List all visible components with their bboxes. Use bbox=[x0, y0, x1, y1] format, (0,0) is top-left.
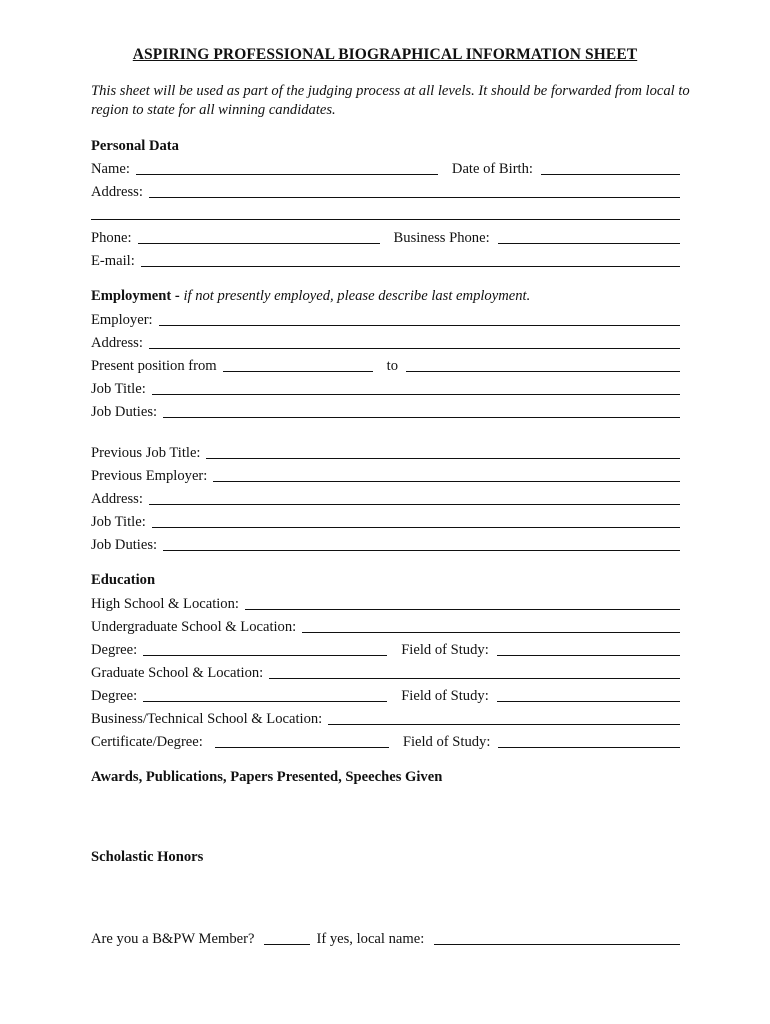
business-phone-field[interactable] bbox=[498, 243, 680, 244]
name-field[interactable] bbox=[136, 174, 438, 175]
previous-job-duties-field[interactable] bbox=[163, 550, 680, 551]
degree-2-field[interactable] bbox=[143, 701, 387, 702]
certificate-label: Certificate/Degree: bbox=[91, 734, 203, 750]
degree-2-label: Degree: bbox=[91, 688, 138, 704]
business-phone-label: Business Phone: bbox=[393, 230, 490, 246]
personal-data-heading: Personal Data bbox=[91, 138, 179, 154]
previous-job-title-row bbox=[91, 442, 680, 462]
dob-label: Date of Birth: bbox=[451, 161, 533, 177]
previous-employer-label: Previous Employer: bbox=[91, 468, 208, 484]
previous-address-label: Address: bbox=[91, 491, 143, 507]
intro-text: This sheet will be used as part of the judging process at all levels. It should be forwarded from local to region to state for all winning candidates. bbox=[91, 83, 690, 118]
name-label: Name: bbox=[91, 161, 130, 177]
previous-address-field[interactable] bbox=[149, 504, 680, 505]
certificate-field[interactable] bbox=[215, 747, 389, 748]
local-name-field[interactable] bbox=[434, 944, 680, 945]
degree-1-row bbox=[91, 639, 680, 659]
employer-address-field[interactable] bbox=[149, 348, 680, 349]
employer-label: Employer: bbox=[91, 312, 153, 328]
degree-1-label: Degree: bbox=[91, 642, 138, 658]
previous-job-title-label: Previous Job Title: bbox=[91, 445, 201, 461]
previous-address-row bbox=[91, 488, 680, 508]
graduate-row bbox=[91, 662, 680, 682]
previous-job-title-2-label: Job Title: bbox=[91, 514, 146, 530]
membership-question: Are you a B&PW Member? bbox=[91, 931, 255, 947]
previous-job-duties-row bbox=[91, 534, 680, 554]
present-position-row bbox=[91, 355, 680, 375]
undergrad-row bbox=[91, 616, 680, 636]
business-tech-row bbox=[91, 708, 680, 728]
previous-employer-row bbox=[91, 465, 680, 485]
email-field[interactable] bbox=[141, 266, 680, 267]
certificate-row bbox=[91, 731, 680, 751]
graduate-field[interactable] bbox=[269, 678, 680, 679]
present-position-label: Present position from bbox=[91, 358, 217, 374]
job-duties-field[interactable] bbox=[163, 417, 680, 418]
employment-heading-label: Employment - bbox=[91, 288, 180, 304]
awards-heading: Awards, Publications, Papers Presented, Speeches Given bbox=[91, 769, 443, 785]
education-heading: Education bbox=[91, 572, 156, 588]
field-of-study-3-label: Field of Study: bbox=[402, 734, 491, 750]
previous-job-title-field[interactable] bbox=[206, 458, 680, 459]
address-field[interactable] bbox=[149, 197, 680, 198]
previous-job-title-2-row bbox=[91, 511, 680, 531]
job-title-label: Job Title: bbox=[91, 381, 146, 397]
phone-field[interactable] bbox=[138, 243, 380, 244]
employment-heading bbox=[91, 287, 530, 305]
phone-row bbox=[91, 227, 680, 247]
field-of-study-3-field[interactable] bbox=[498, 747, 680, 748]
degree-2-row bbox=[91, 685, 680, 705]
address-field-line-2[interactable] bbox=[91, 219, 680, 220]
scholastic-honors-heading: Scholastic Honors bbox=[91, 849, 204, 865]
undergrad-field[interactable] bbox=[302, 632, 680, 633]
degree-1-field[interactable] bbox=[143, 655, 387, 656]
high-school-label: High School & Location: bbox=[91, 596, 239, 612]
employer-row bbox=[91, 309, 680, 329]
employment-note: if not presently employed, please describe last employment. bbox=[183, 288, 531, 304]
address-row bbox=[91, 181, 680, 201]
business-tech-label: Business/Technical School & Location: bbox=[91, 711, 323, 727]
local-name-label: If yes, local name: bbox=[316, 931, 425, 947]
job-title-field[interactable] bbox=[152, 394, 680, 395]
field-of-study-1-field[interactable] bbox=[497, 655, 680, 656]
business-tech-field[interactable] bbox=[328, 724, 680, 725]
employer-field[interactable] bbox=[159, 325, 680, 326]
field-of-study-2-field[interactable] bbox=[497, 701, 680, 702]
job-duties-label: Job Duties: bbox=[91, 404, 158, 420]
address-label: Address: bbox=[91, 184, 143, 200]
phone-label: Phone: bbox=[91, 230, 132, 246]
job-duties-row bbox=[91, 401, 680, 421]
employer-address-label: Address: bbox=[91, 335, 143, 351]
field-of-study-2-label: Field of Study: bbox=[401, 688, 489, 704]
previous-employer-field[interactable] bbox=[213, 481, 680, 482]
position-from-field[interactable] bbox=[223, 371, 373, 372]
position-to-field[interactable] bbox=[406, 371, 680, 372]
graduate-label: Graduate School & Location: bbox=[91, 665, 264, 681]
email-label: E-mail: bbox=[91, 253, 135, 269]
previous-job-title-2-field[interactable] bbox=[152, 527, 680, 528]
undergrad-label: Undergraduate School & Location: bbox=[91, 619, 297, 635]
membership-answer-field[interactable] bbox=[264, 944, 310, 945]
position-to-label: to bbox=[386, 358, 399, 374]
high-school-row bbox=[91, 593, 680, 613]
employer-address-row bbox=[91, 332, 680, 352]
page-title: ASPIRING PROFESSIONAL BIOGRAPHICAL INFORMATION SHEET bbox=[132, 46, 638, 63]
dob-field[interactable] bbox=[541, 174, 680, 175]
job-title-row bbox=[91, 378, 680, 398]
membership-row bbox=[91, 928, 680, 948]
name-row bbox=[91, 158, 680, 178]
field-of-study-1-label: Field of Study: bbox=[401, 642, 489, 658]
high-school-field[interactable] bbox=[245, 609, 680, 610]
previous-job-duties-label: Job Duties: bbox=[91, 537, 158, 553]
email-row bbox=[91, 250, 680, 270]
